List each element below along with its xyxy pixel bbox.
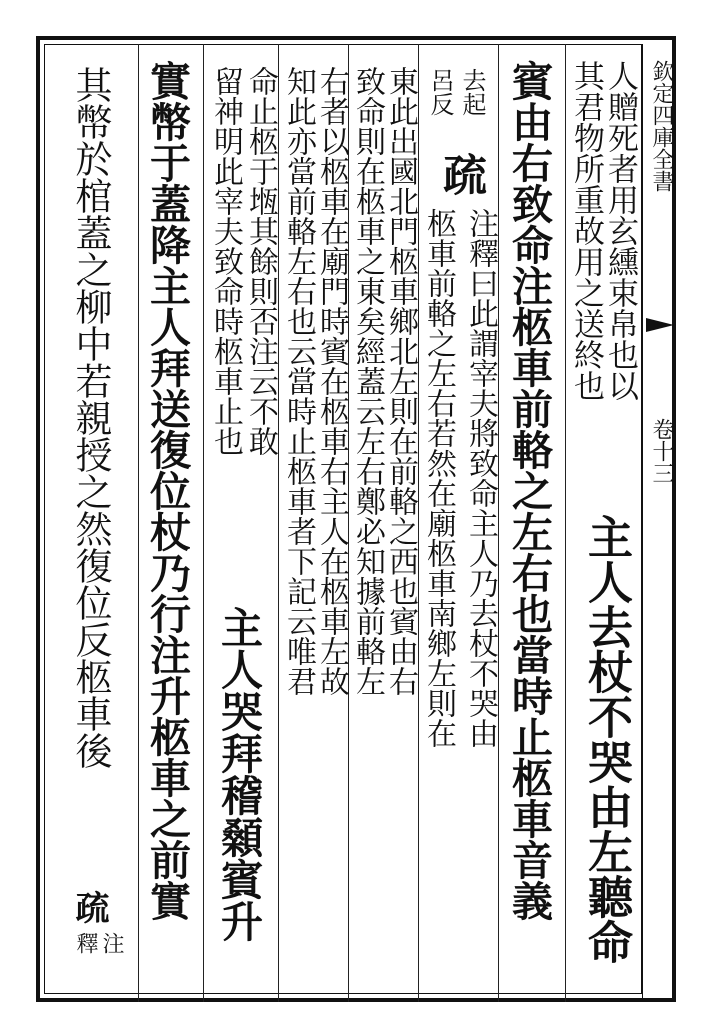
column-rule <box>278 44 279 1002</box>
text-column: 人贈死者用玄纁束帛也以 <box>602 60 638 401</box>
column-rule <box>138 44 139 1002</box>
text-column: 呂反 <box>426 68 454 116</box>
column-rule <box>418 44 419 1002</box>
text-column: 主人哭拜稽顙賓升 <box>215 606 264 942</box>
book-title: 欽定四庫全書 <box>649 60 674 192</box>
column-rule <box>498 44 499 1002</box>
text-column: 釋 <box>73 932 98 954</box>
text-column: 注釋曰此謂宰夫將致命主人乃去杖不哭由 <box>463 208 498 748</box>
text-column: 留神明此宰夫致命時柩車止也 <box>208 66 243 456</box>
text-column: 去起 <box>458 68 486 116</box>
text-column: 其君物所重故用之送終也 <box>568 60 604 401</box>
text-column: 其幣於棺蓋之柳中若親授之然復位反柩車後 <box>69 66 112 769</box>
text-column: 知此亦當前輅左右也云當時止柩車者下記云唯君 <box>281 66 316 696</box>
text-column: 注 <box>99 932 124 954</box>
column-rule <box>565 44 566 1002</box>
text-column: 右者以柩車在廟門時賓在柩車右主人在柩車左故 <box>314 66 349 696</box>
volume-number: 卷十三 <box>649 418 674 484</box>
text-column: 疏 <box>69 890 109 924</box>
text-column: 實幣于蓋降主人拜送復位杖乃行注升柩車之前實 <box>143 60 191 921</box>
text-column: 主人去杖不哭由左聽命 <box>580 514 633 964</box>
text-column: 命止柩于堩其餘則否注云不敢 <box>243 66 278 456</box>
column-rule <box>203 44 204 1002</box>
text-column: 東此出國北門柩車鄉北左則在前輅之西也賓由右 <box>383 66 418 696</box>
text-column: 疏 <box>435 152 486 196</box>
text-column: 柩車前輅之左右若然在廟柩車南鄉左則在 <box>421 208 456 748</box>
text-column: 賓由右致命注柩車前輅之左右也當時止柩車音義 <box>505 60 553 921</box>
text-column: 致命則在柩車之東矣經蓋云左右鄭必知據前輅左 <box>350 66 385 696</box>
